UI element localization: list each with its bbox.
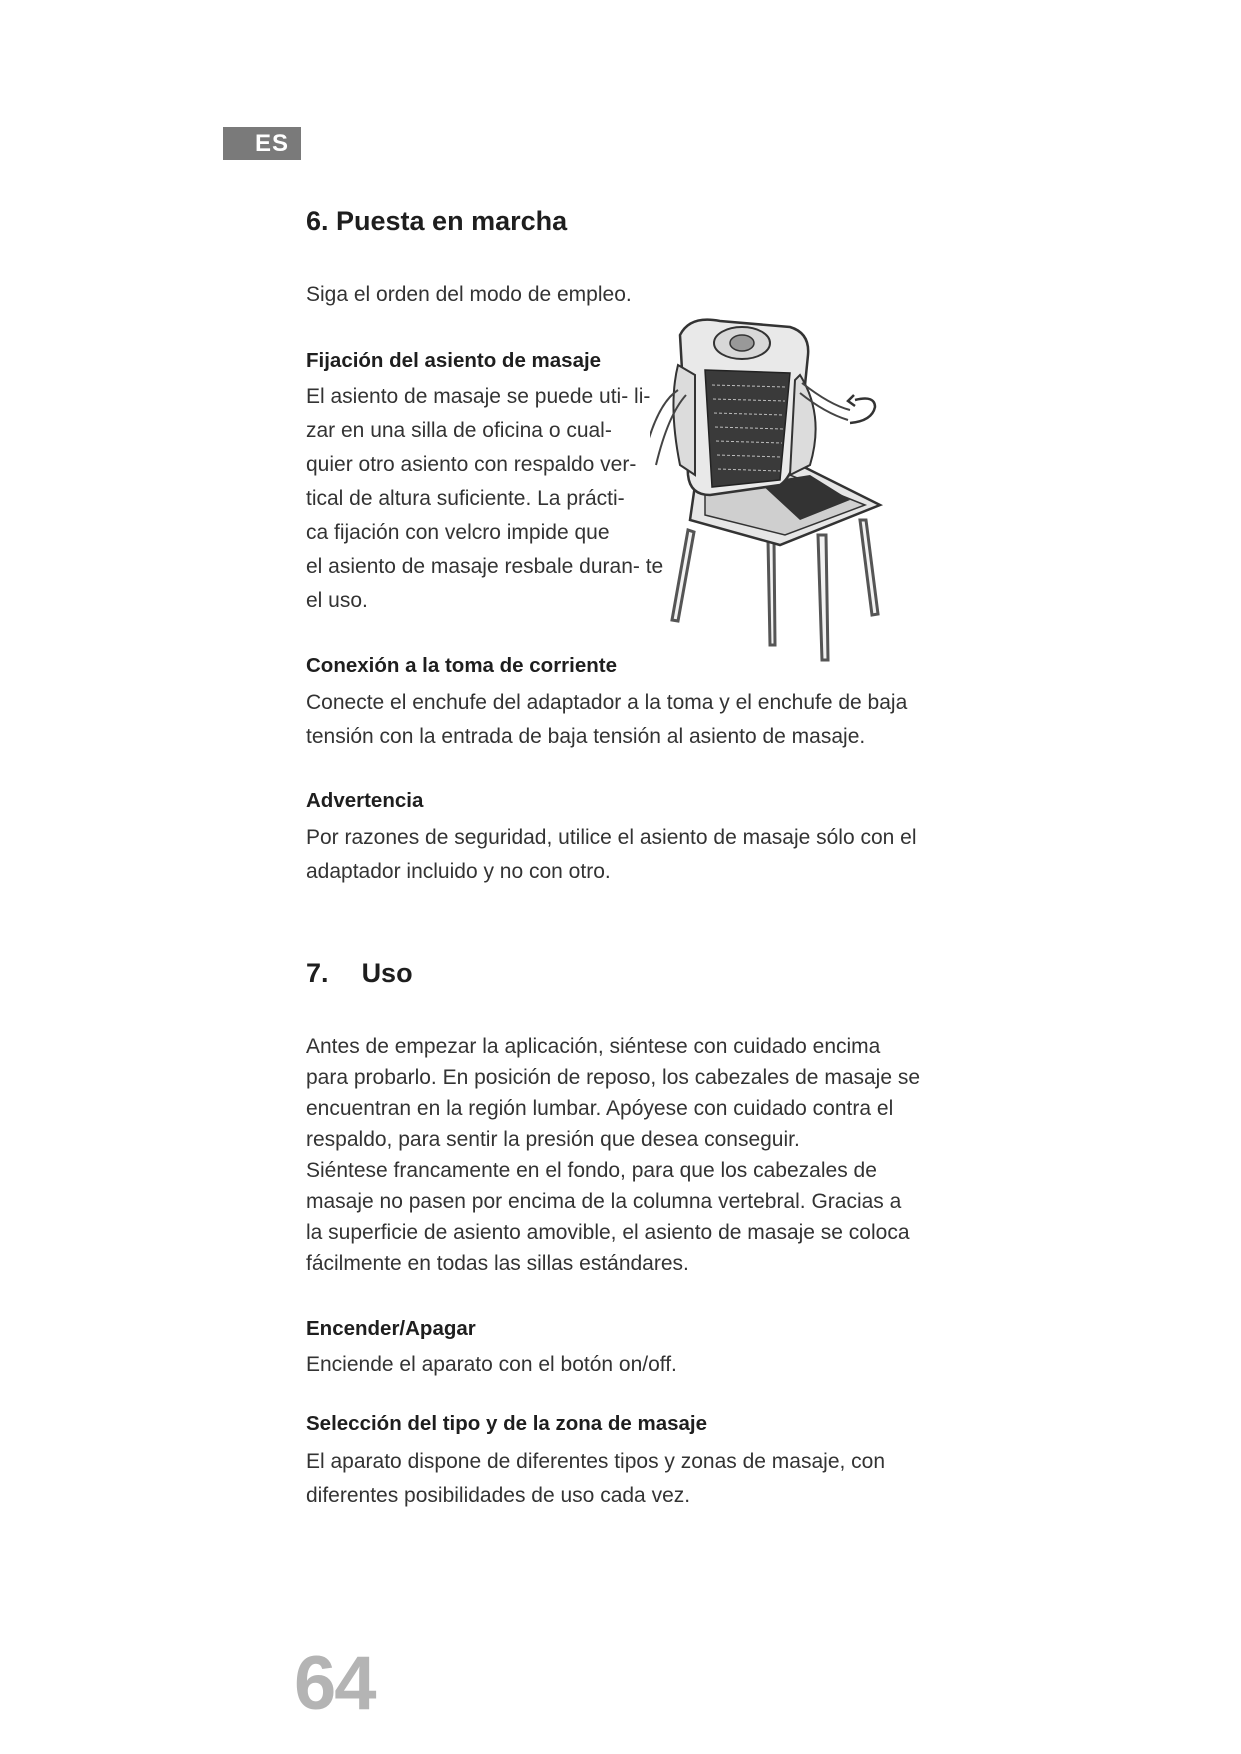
fixing-line: quier otro asiento con respaldo ver- [306, 453, 637, 476]
warning-line: adaptador incluido y no con otro. [306, 860, 611, 883]
intro-line: masaje no pasen por encima de la columna vertebral. Gracias a [306, 1190, 902, 1213]
connection-paragraph [306, 686, 956, 754]
section-7-title [306, 958, 413, 989]
section-7-number: 7. [306, 958, 329, 988]
selection-heading: Selección del tipo y de la zona de masaje [306, 1412, 708, 1435]
backrest [673, 320, 815, 495]
intro-line: respaldo, para sentir la presión que desea conseguir. [306, 1128, 800, 1151]
intro-line: para probarlo. En posición de reposo, los cabezales de masaje se [306, 1066, 921, 1089]
connection-heading: Conexión a la toma de corriente [306, 654, 617, 677]
fixing-line: El asiento de masaje se puede uti- li- [306, 385, 651, 408]
page-number: 64 [294, 1641, 375, 1726]
selection-line: El aparato dispone de diferentes tipos y zonas de masaje, con [306, 1450, 886, 1473]
power-line: Enciende el aparato con el botón on/off. [306, 1353, 677, 1376]
connection-line: Conecte el enchufe del adaptador a la toma y el enchufe de baja [306, 691, 908, 714]
fixing-line: el uso. [306, 589, 368, 612]
section-7-title-text: Uso [361, 958, 413, 988]
intro-line: Siéntese francamente en el fondo, para que los cabezales de [306, 1159, 877, 1182]
language-tab: ES [223, 127, 301, 160]
warning-paragraph [306, 821, 956, 889]
warning-heading: Advertencia [306, 789, 424, 812]
fixing-line: tical de altura suficiente. La prácti- [306, 487, 625, 510]
connection-line: tensión con la entrada de baja tensión al asiento de masaje. [306, 725, 866, 748]
fixing-line: el asiento de masaje resbale duran- te [306, 555, 664, 578]
section-6-intro: Siga el orden del modo de empleo. [306, 283, 632, 306]
selection-paragraph [306, 1445, 956, 1513]
section-6-title: 6. Puesta en marcha [306, 206, 568, 236]
intro-line: la superficie de asiento amovible, el asiento de masaje se coloca [306, 1221, 910, 1244]
fixing-paragraph [306, 380, 686, 618]
section-7-intro [306, 1031, 956, 1279]
warning-line: Por razones de seguridad, utilice el asiento de masaje sólo con el [306, 826, 917, 849]
power-heading: Encender/Apagar [306, 1317, 476, 1340]
intro-line: encuentran en la región lumbar. Apóyese con cuidado contra el [306, 1097, 894, 1120]
fixing-heading: Fijación del asiento de masaje [306, 349, 602, 372]
fixing-line: ca fijación con velcro impide que [306, 521, 610, 544]
fixing-line: zar en una silla de oficina o cual- [306, 419, 612, 442]
selection-line: diferentes posibilidades de uso cada vez. [306, 1484, 691, 1507]
power-paragraph [306, 1348, 956, 1382]
massage-seat-on-chair-illustration [650, 315, 950, 675]
intro-line: fácilmente en todas las sillas estándares. [306, 1252, 689, 1275]
intro-line: Antes de empezar la aplicación, siéntese con cuidado encima [306, 1035, 881, 1058]
